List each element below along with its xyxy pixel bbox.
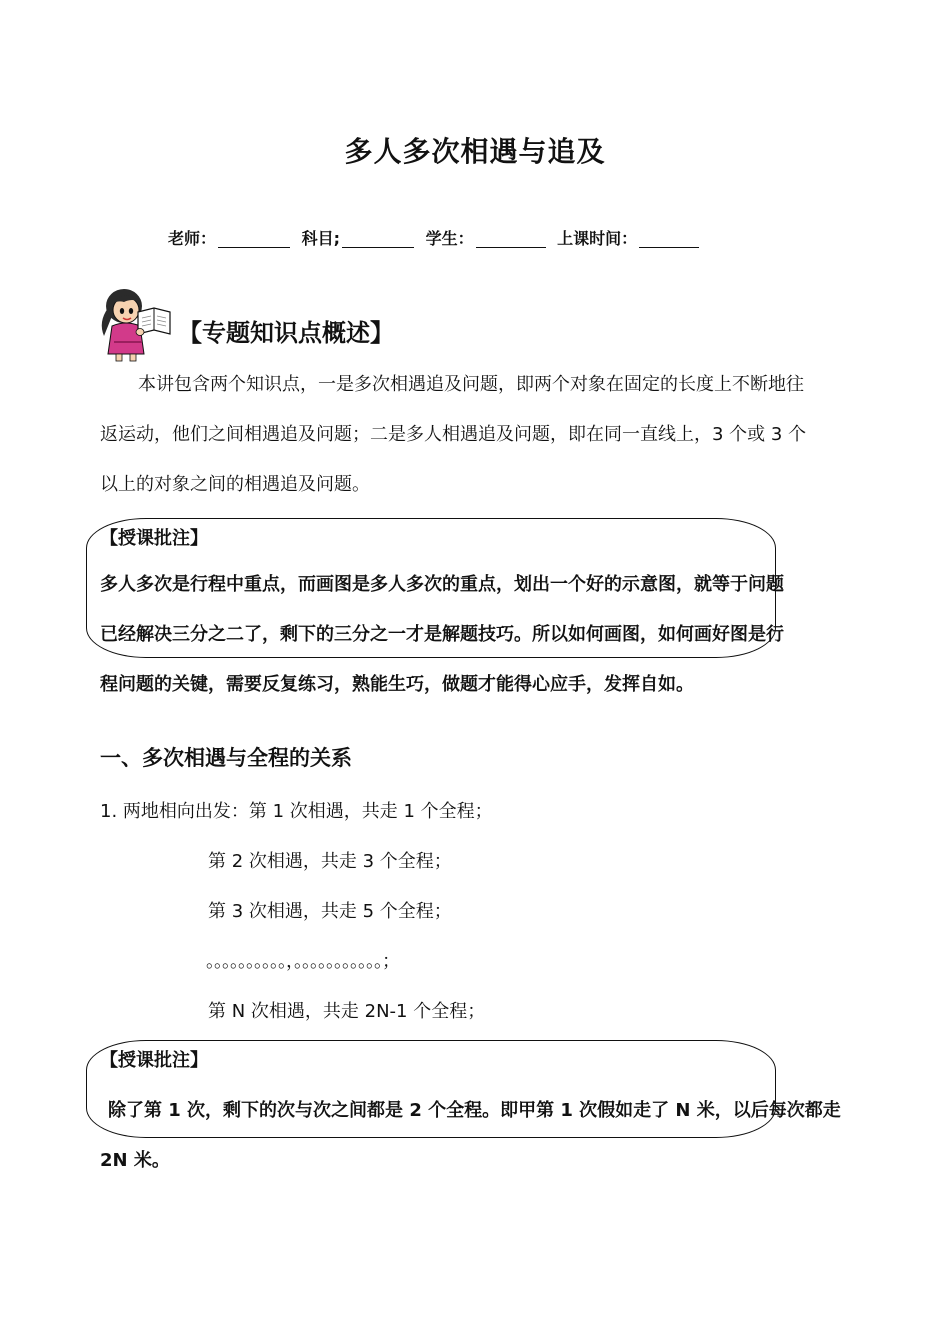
overview-line: 本讲包含两个知识点，一是多次相遇追及问题，即两个对象在固定的长度上不断地往: [138, 374, 804, 395]
section-heading-overview: 【专题知识点概述】: [178, 319, 394, 347]
note-line: 已经解决三分之二了，剩下的三分之一才是解题技巧。所以如何画图，如何画好图是行: [100, 624, 784, 645]
subject-label: 科目;: [301, 229, 340, 248]
note-line: 2N 米。: [100, 1150, 170, 1171]
note-paragraph: [100, 560, 860, 710]
student-label: 学生：: [425, 229, 474, 248]
info-row: [168, 226, 705, 249]
note-label: 【授课批注】: [100, 1050, 208, 1071]
time-label: 上课时间：: [557, 229, 638, 248]
page-title: 多人多次相遇与追及: [344, 135, 606, 168]
meeting-item-3: 第 3 次相遇，共走 5 个全程；: [208, 901, 452, 922]
teacher-label: 老师：: [168, 229, 217, 248]
meeting-ellipsis: 。。。。。。。。。。，。。。。。。。。。。。；: [206, 951, 399, 972]
note-label: 【授课批注】: [100, 528, 208, 549]
meeting-item-n: 第 N 次相遇，共走 2N-1 个全程；: [208, 1001, 486, 1022]
overview-paragraph: [100, 360, 860, 510]
student-blank: [476, 229, 546, 248]
meeting-item-2: 第 2 次相遇，共走 3 个全程；: [208, 851, 452, 872]
overview-line: 返运动，他们之间相遇追及问题；二是多人相遇追及问题，即在同一直线上，3 个或 3 个: [100, 424, 807, 445]
note-line: 程问题的关键，需要反复练习，熟能生巧，做题才能得心应手，发挥自如。: [100, 674, 694, 695]
note-line: 除了第 1 次，剩下的次与次之间都是 2 个全程。即甲第 1 次假如走了 N 米，以后每次都走: [108, 1100, 841, 1121]
subject-blank: [342, 229, 414, 248]
meeting-item-1: 1. 两地相向出发：第 1 次相遇，共走 1 个全程；: [100, 801, 493, 822]
teacher-blank: [218, 229, 290, 248]
note-line: 多人多次是行程中重点，而画图是多人多次的重点，划出一个好的示意图，就等于问题: [100, 574, 784, 595]
overview-line: 以上的对象之间的相遇追及问题。: [100, 474, 370, 495]
time-blank: [639, 229, 699, 248]
section-heading-meetings: 一、多次相遇与全程的关系: [100, 746, 352, 770]
reading-girl-icon: [94, 282, 174, 362]
